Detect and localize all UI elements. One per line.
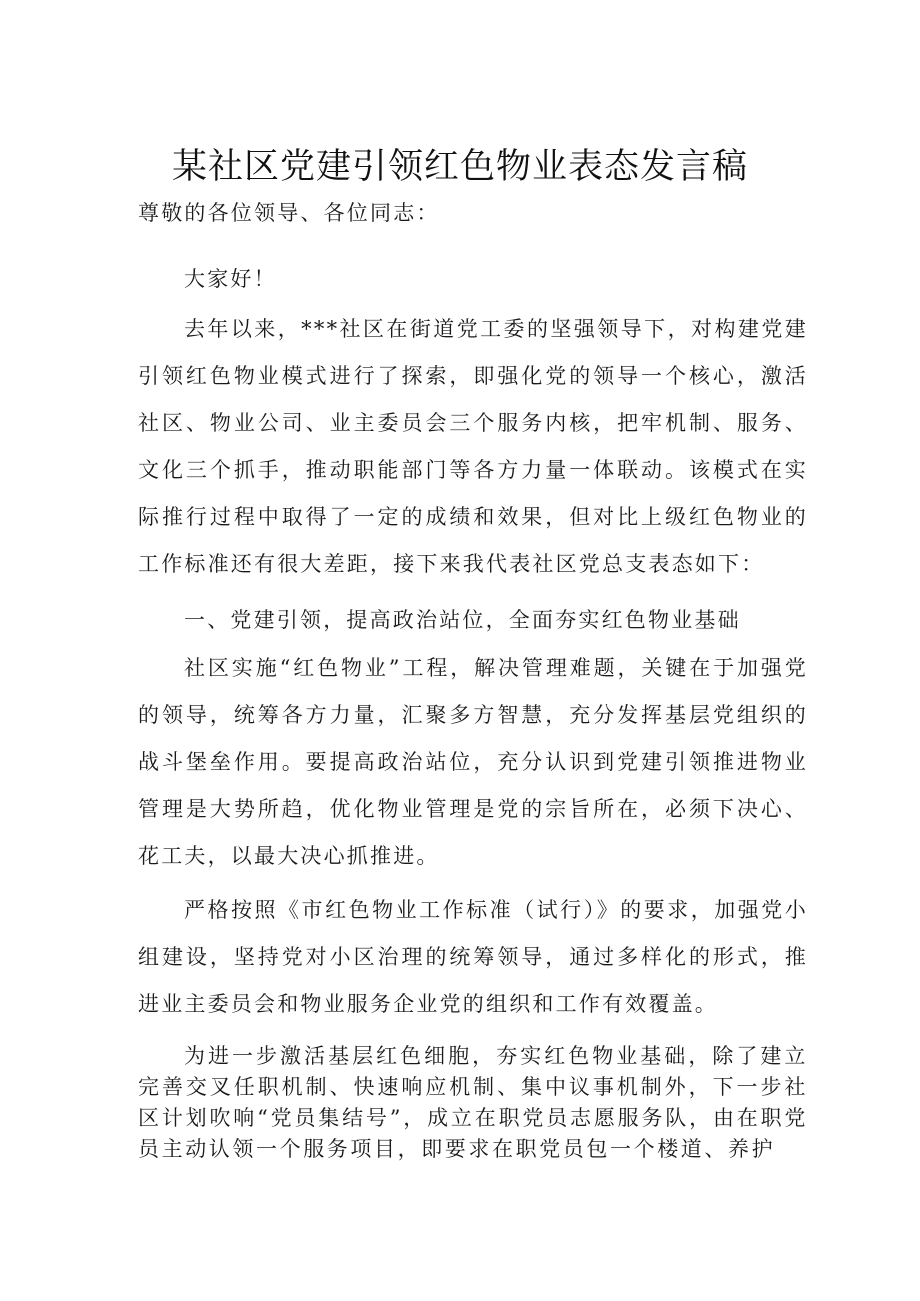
greeting: 大家好！ [184,267,277,291]
body-paragraph: 为进一步激活基层红色细胞，夯实红色物业基础，除了建立完善交叉任职机制、快速响应机制、集中议事机制外，下一步社区计划吹响“党员集结号”，成立在职党员志愿服务队，由在职党员主动认领一个服务项目，即要求在职党员包一个楼道、养护 [138,1044,808,1161]
salutation: 尊敬的各位领导、各位同志： [138,201,440,225]
body-paragraph: 严格按照《市红色物业工作标准（试行）》的要求，加强党小组建设，坚持党对小区治理的统筹领导，通过多样化的形式，推进业主委员会和物业服务企业党的组织和工作有效覆盖。 [138,898,808,1016]
intro-paragraph: 去年以来，***社区在街道党工委的坚强领导下，对构建党建引领红色物业模式进行了探索，即强化党的领导一个核心，激活社区、物业公司、业主委员会三个服务内核，把牢机制、服务、文化三个抓手，推动职能部门等各方力量一体联动。该模式在实际推行过程中取得了一定的成绩和效果，但对比上级红色物业的工作标准还有很大差距，接下来我代表社区党总支表态如下： [138,317,808,576]
document-title: 某社区党建引领红色物业表态发言稿 [171,147,748,187]
section-heading: 一、党建引领，提高政治站位，全面夯实红色物业基础 [184,608,741,632]
body-paragraph: 社区实施“红色物业”工程，解决管理难题，关键在于加强党的领导，统筹各方力量，汇聚多方智慧，充分发挥基层党组织的战斗堡垒作用。要提高政治站位，充分认识到党建引领推进物业管理是大势所趋，优化物业管理是党的宗旨所在，必须下决心、花工夫，以最大决心抓推进。 [138,656,808,868]
